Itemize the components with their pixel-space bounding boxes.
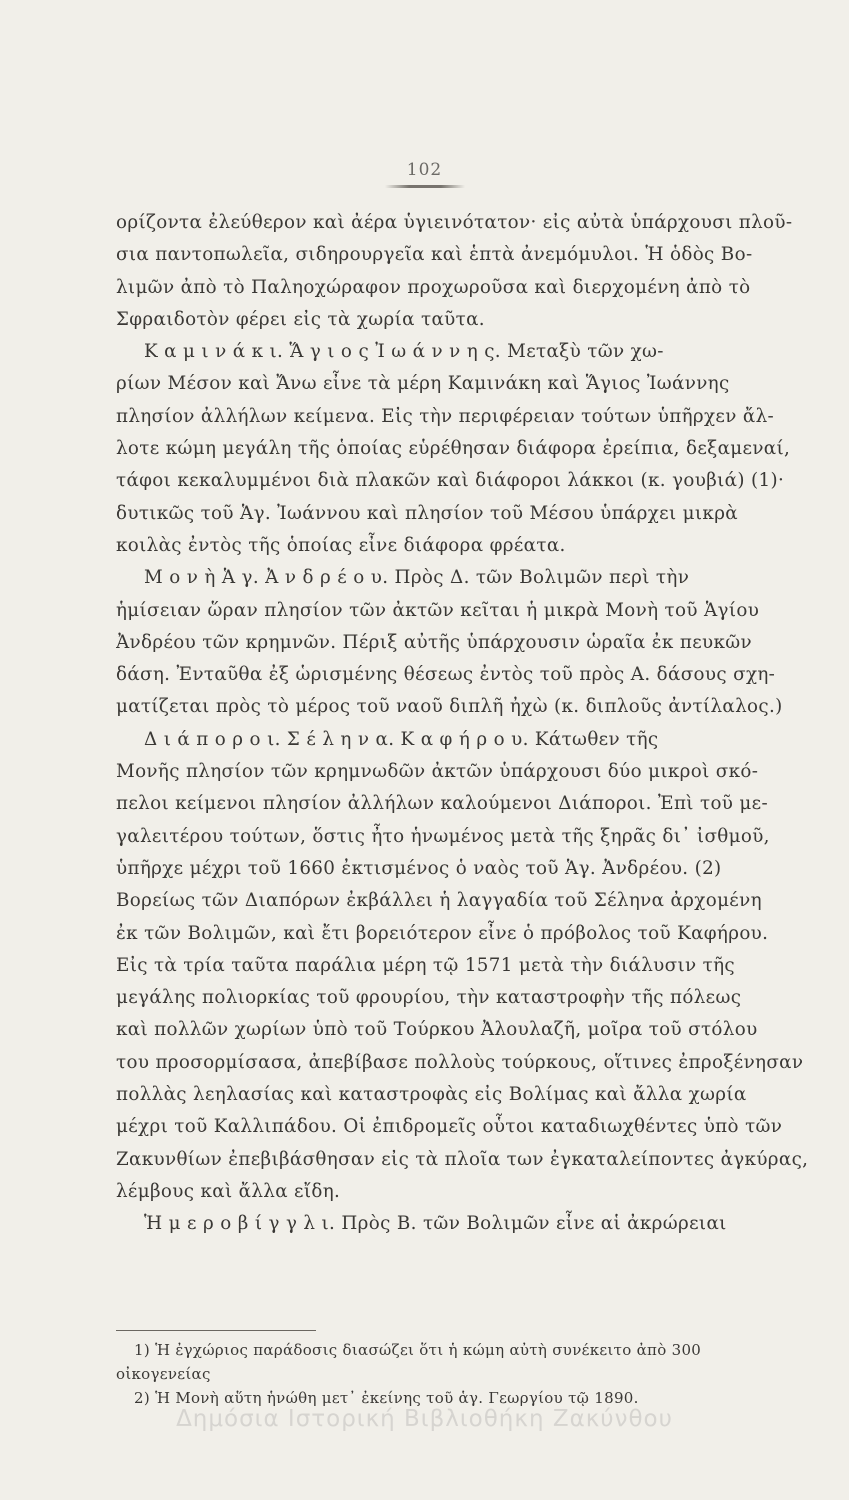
text-line: πολλὰς λεηλασίας καὶ καταστροφὰς εἰς Βολίμας καὶ ἄλλα χωρία (116, 1084, 747, 1106)
text-line: καὶ πολλῶν χωρίων ὑπὸ τοῦ Τούρκου Ἀλουλαζῆ, μοῖρα τοῦ στόλου (116, 1019, 758, 1041)
library-watermark: Δημόσια Ιστορική Βιβλιοθήκη Ζακύνθου (176, 1406, 673, 1432)
text-line: Κ α μ ι ν ά κ ι. Ἅ γ ι ο ς Ἰ ω ά ν ν η ς. Μεταξὺ τῶν χω- (144, 341, 664, 363)
text-line: τάφοι κεκαλυμμένοι διὰ πλακῶν καὶ διάφοροι λάκκοι (κ. γουβιά) (1)· (116, 470, 785, 492)
text-line: Ἡ μ ε ρ ο β ί γ γ λ ι. Πρὸς Β. τῶν Βολιμῶν εἶνε αἱ ἀκρώρειαι (144, 1213, 727, 1235)
text-line: Μονῆς πλησίον τῶν κρημνωδῶν ἀκτῶν ὑπάρχουσι δύο μικροὶ σκό- (116, 761, 759, 783)
text-line: ἐκ τῶν Βολιμῶν, καὶ ἔτι βορειότερον εἶνε ὁ πρόβολος τοῦ Καφήρου. (116, 922, 769, 944)
page-number-ornament (385, 185, 465, 188)
text-line: Μ ο ν ὴ Ἁ γ. Ἀ ν δ ρ έ ο υ. Πρὸς Δ. τῶν Βολιμῶν περὶ τὴν (144, 567, 690, 589)
text-line: πελοι κείμενοι πλησίον ἀλλήλων καλούμενοι Διάποροι. Ἐπὶ τοῦ με- (116, 793, 769, 815)
text-line: κοιλὰς ἐντὸς τῆς ὁποίας εἶνε διάφορα φρέατα. (116, 534, 566, 556)
text-line: λιμῶν ἀπὸ τὸ Παληοχώραφον προχωροῦσα καὶ διερχομένη ἀπὸ τὸ (116, 276, 751, 298)
footnotes (116, 1338, 846, 1410)
text-line: μεγάλης πολιορκίας τοῦ φρουρίου, τὴν καταστροφὴν τῆς πόλεως (116, 987, 742, 1009)
footnote-rule (116, 1330, 316, 1331)
text-line: ἡμίσειαν ὥραν πλησίον τῶν ἀκτῶν κεῖται ἡ μικρὰ Μονὴ τοῦ Ἁγίου (116, 599, 760, 621)
page-number: 102 (406, 160, 443, 180)
text-line: ορίζοντα ἐλεύθερον καὶ ἀέρα ὑγιεινότατον· εἰς αὐτὰ ὑπάρχουσι πλοῦ- (116, 212, 793, 233)
text-line: Βορείως τῶν Διαπόρων ἐκβάλλει ἡ λαγγαδία τοῦ Σέληνα ἀρχομένη (116, 890, 762, 912)
text-line: ρίων Μέσον καὶ Ἄνω εἶνε τὰ μέρη Καμινάκη καὶ Ἅγιος Ἰωάννης (116, 373, 730, 395)
text-line: λοτε κώμη μεγάλη τῆς ὁποίας εὑρέθησαν διάφορα ἐρείπια, δεξαμεναί, (116, 438, 791, 460)
text-line: ματίζεται πρὸς τὸ μέρος τοῦ ναοῦ διπλῆ ἠχὼ (κ. διπλοῦς ἀντίλαλος.) (116, 696, 783, 718)
footnote-line: 2) Ἡ Μονὴ αὕτη ἡνώθη μετ᾽ ἐκείνης τοῦ ἁγ. Γεωργίου τῷ 1890. (134, 1389, 639, 1407)
text-line: ὑπῆρχε μέχρι τοῦ 1660 ἐκτισμένος ὁ ναὸς τοῦ Ἁγ. Ἀνδρέου. (2) (116, 857, 722, 879)
text-line: Εἰς τὰ τρία ταῦτα παράλια μέρη τῷ 1571 μετὰ τὴν διάλυσιν τῆς (116, 954, 735, 976)
text-line: γαλειτέρου τούτων, ὅστις ἦτο ἡνωμένος μετὰ τῆς ξηρᾶς δι᾽ ἰσθμοῦ, (116, 825, 770, 847)
body-text (116, 207, 846, 1241)
text-line: λέμβους καὶ ἄλλα εἴδη. (116, 1180, 341, 1202)
text-line: πλησίον ἀλλήλων κείμενα. Εἰς τὴν περιφέρειαν τούτων ὑπῆρχεν ἄλ- (116, 405, 775, 427)
text-line: του προσορμίσασα, ἀπεβίβασε πολλοὺς τούρκους, οἵτινες ἐπροξένησαν (116, 1051, 804, 1073)
text-line: δυτικῶς τοῦ Ἁγ. Ἰωάννου καὶ πλησίον τοῦ Μέσου ὑπάρχει μικρὰ (116, 502, 739, 524)
text-line: σια παντοπωλεῖα, σιδηρουργεῖα καὶ ἑπτὰ ἀνεμόμυλοι. Ἡ ὁδὸς Βο- (116, 244, 753, 266)
text-line: Ζακυνθίων ἐπεβιβάσθησαν εἰς τὰ πλοῖα των ἐγκαταλείποντες ἀγκύρας, (116, 1148, 809, 1170)
text-line: μέχρι τοῦ Καλλιπάδου. Οἱ ἐπιδρομεῖς οὗτοι καταδιωχθέντες ὑπὸ τῶν (116, 1116, 783, 1138)
footnote-line: οἰκογενείας (116, 1365, 211, 1383)
text-line: Σφραιδοτὸν φέρει εἰς τὰ χωρία ταῦτα. (116, 308, 485, 330)
footnote-line: 1) Ἡ ἐγχώριος παράδοσις διασώζει ὅτι ἡ κώμη αὐτὴ συνέκειτο ἀπὸ 300 (134, 1341, 702, 1359)
text-line: Ἀνδρέου τῶν κρημνῶν. Πέριξ αὐτῆς ὑπάρχουσιν ὡραῖα ἐκ πευκῶν (116, 631, 753, 653)
text-line: Δ ι ά π ο ρ ο ι. Σ έ λ η ν α. Κ α φ ή ρ ο υ. Κάτωθεν τῆς (144, 728, 659, 750)
text-line: δάση. Ἐνταῦθα ἐξ ὡρισμένης θέσεως ἐντὸς τοῦ πρὸς Α. δάσους σχη- (116, 664, 776, 686)
